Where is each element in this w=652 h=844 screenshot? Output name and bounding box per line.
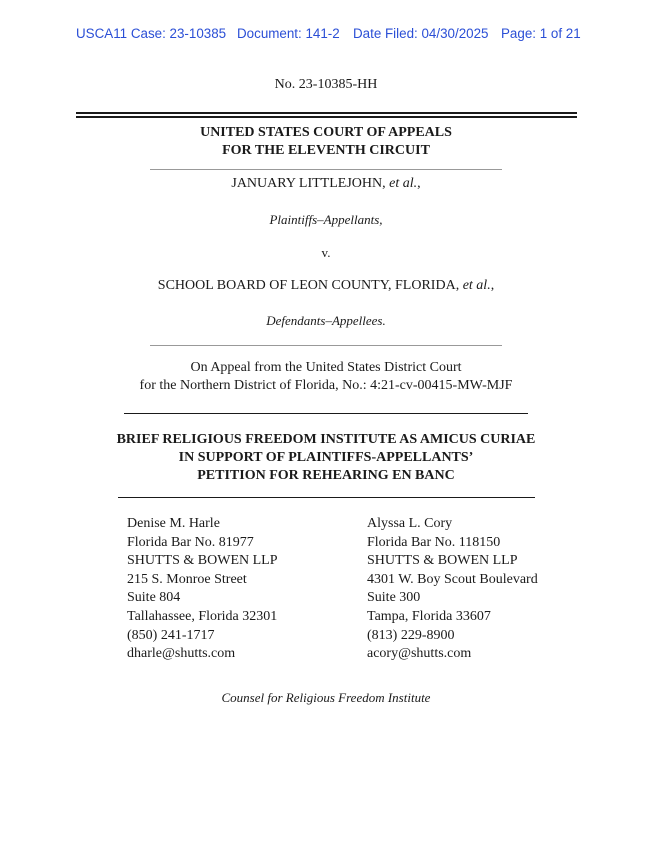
divider-thin-2 [150, 345, 502, 346]
divider-brief [118, 497, 535, 498]
counsel-bar-number: Florida Bar No. 118150 [367, 534, 501, 550]
counsel-name: Alyssa L. Cory [367, 516, 453, 531]
double-rule-top [76, 112, 577, 114]
counsel-email: dharle@shutts.com [127, 646, 236, 662]
counsel-email: acory@shutts.com [367, 646, 472, 662]
counsel-suite: Suite 804 [127, 590, 181, 606]
counsel-name: Denise M. Harle [127, 516, 220, 531]
counsel-phone: (850) 241-1717 [127, 627, 215, 643]
stamp-date-filed: Date Filed: 04/30/2025 [353, 26, 489, 41]
counsel-block-2 [367, 515, 538, 664]
court-line-1: UNITED STATES COURT OF APPEALS [200, 125, 452, 140]
double-rule-bottom [76, 116, 577, 118]
defendants-et-al: et al. [462, 278, 491, 293]
plaintiffs-role: Plaintiffs–Appellants, [269, 212, 383, 227]
defendants-role: Defendants–Appellees. [266, 313, 386, 328]
counsel-firm: SHUTTS & BOWEN LLP [127, 553, 278, 569]
counsel-phone: (813) 229-8900 [367, 627, 455, 643]
plaintiffs-et-al: et al. [389, 176, 418, 191]
counsel-block-1 [127, 515, 278, 664]
appeal-line-2: for the Northern District of Florida, No.: 4:21-cv-00415-MW-MJF [139, 378, 513, 393]
brief-title [0, 431, 652, 485]
court-name [0, 124, 652, 160]
docket-number: No. 23-10385-HH [274, 77, 378, 92]
stamp-document-number: Document: 141-2 [237, 26, 340, 41]
stamp-page-number: Page: 1 of 21 [501, 26, 581, 41]
court-line-2: FOR THE ELEVENTH CIRCUIT [222, 143, 430, 158]
counsel-street: 4301 W. Boy Scout Boulevard [367, 571, 538, 587]
counsel-street: 215 S. Monroe Street [127, 571, 247, 587]
appeal-caption [0, 359, 652, 395]
divider-thin-1 [150, 169, 502, 170]
stamp-case-number: USCA11 Case: 23-10385 [76, 26, 227, 41]
counsel-for-caption: Counsel for Religious Freedom Institute [221, 690, 431, 705]
counsel-firm: SHUTTS & BOWEN LLP [367, 553, 518, 569]
counsel-suite: Suite 300 [367, 590, 421, 606]
defendants-name: SCHOOL BOARD OF LEON COUNTY, FLORIDA, et al., [157, 278, 495, 293]
brief-title-line-3: PETITION FOR REHEARING EN BANC [197, 468, 455, 483]
versus: v. [321, 245, 331, 260]
plaintiffs-name: JANUARY LITTLEJOHN, et al., [231, 176, 421, 191]
appeal-line-1: On Appeal from the United States District Court [190, 360, 462, 375]
brief-title-line-2: IN SUPPORT OF PLAINTIFFS-APPELLANTS’ [178, 450, 474, 465]
divider-appeal [124, 413, 528, 414]
counsel-city: Tampa, Florida 33607 [367, 608, 491, 624]
counsel-city: Tallahassee, Florida 32301 [127, 608, 278, 624]
brief-title-line-1: BRIEF RELIGIOUS FREEDOM INSTITUTE AS AMICUS CURIAE [116, 432, 536, 447]
counsel-bar-number: Florida Bar No. 81977 [127, 534, 254, 550]
